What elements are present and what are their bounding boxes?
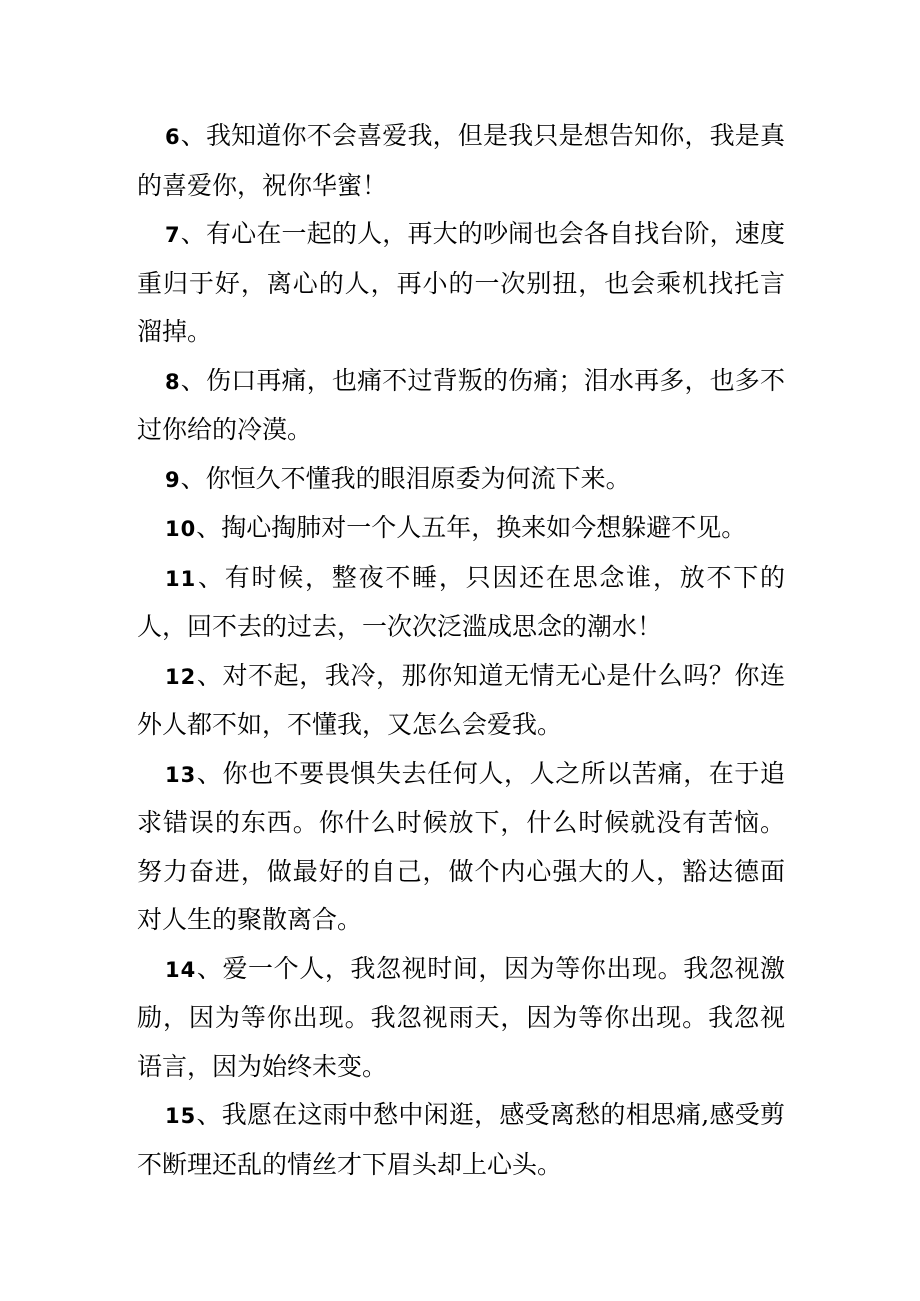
- item-number: 15: [165, 1104, 197, 1128]
- item-text: 伤口再痛，也痛不过背叛的伤痛；泪水再多，也多不过你给的冷漠。: [137, 365, 785, 444]
- item-text: 有时候，整夜不睡，只因还在思念谁，放不下的人，回不去的过去，一次次泛滥成思念的潮水！: [137, 562, 785, 641]
- list-item: [137, 210, 785, 357]
- list-item: [137, 112, 785, 210]
- item-text: 掏心掏肺对一个人五年，换来如今想躲避不见。: [221, 513, 747, 542]
- document-page: [137, 112, 785, 1189]
- list-item: [137, 652, 785, 750]
- item-text: 你也不要畏惧失去任何人，人之所以苦痛，在于追求错误的东西。你什么时候放下，什么时候就没有苦恼。努力奋进，做最好的自己，做个内心强大的人，豁达德面对人生的聚散离合。: [137, 758, 785, 934]
- item-number: 8: [165, 369, 181, 394]
- item-number: 14: [165, 957, 197, 982]
- item-number: 10: [165, 517, 197, 541]
- item-separator: 、: [196, 953, 223, 983]
- list-item: [137, 554, 785, 652]
- item-separator: 、: [180, 219, 206, 248]
- item-separator: 、: [196, 562, 225, 592]
- item-number: 7: [165, 223, 181, 247]
- item-separator: 、: [196, 660, 223, 690]
- item-text: 对不起，我冷，那你知道无情无心是什么吗？你连外人都不如，不懂我，又怎么会爱我。: [137, 660, 785, 739]
- item-text: 有心在一起的人，再大的吵闹也会各自找台阶，速度重归于好，离心的人，再小的一次别扭，也会乘机找托言溜掉。: [137, 219, 785, 346]
- list-item: [137, 945, 785, 1092]
- item-separator: 、: [180, 121, 206, 150]
- item-separator: 、: [196, 513, 222, 542]
- item-separator: 、: [196, 1100, 222, 1129]
- item-text: 爱一个人，我忽视时间，因为等你出现。我忽视激励，因为等你出现。我忽视雨天，因为等你出现。我忽视语言，因为始终未变。: [137, 953, 785, 1081]
- list-item: [137, 1091, 785, 1189]
- list-item: [137, 750, 785, 945]
- item-separator: 、: [180, 365, 206, 395]
- item-number: 12: [165, 664, 197, 689]
- item-number: 6: [165, 125, 181, 149]
- item-number: 9: [165, 467, 181, 492]
- item-number: 13: [165, 762, 197, 787]
- item-text: 我知道你不会喜爱我，但是我只是想告知你，我是真的喜爱你，祝你华蜜！: [137, 121, 785, 200]
- item-separator: 、: [180, 463, 206, 493]
- item-text: 你恒久不懂我的眼泪原委为何流下来。: [205, 463, 631, 493]
- list-item: [137, 357, 785, 455]
- list-item: [137, 504, 785, 554]
- item-separator: 、: [196, 758, 223, 788]
- list-item: [137, 455, 785, 505]
- item-number: 11: [165, 566, 197, 591]
- item-text: 我愿在这雨中愁中闲逛，感受离愁的相思痛,感受剪不断理还乱的情丝才下眉头却上心头。: [137, 1100, 785, 1179]
